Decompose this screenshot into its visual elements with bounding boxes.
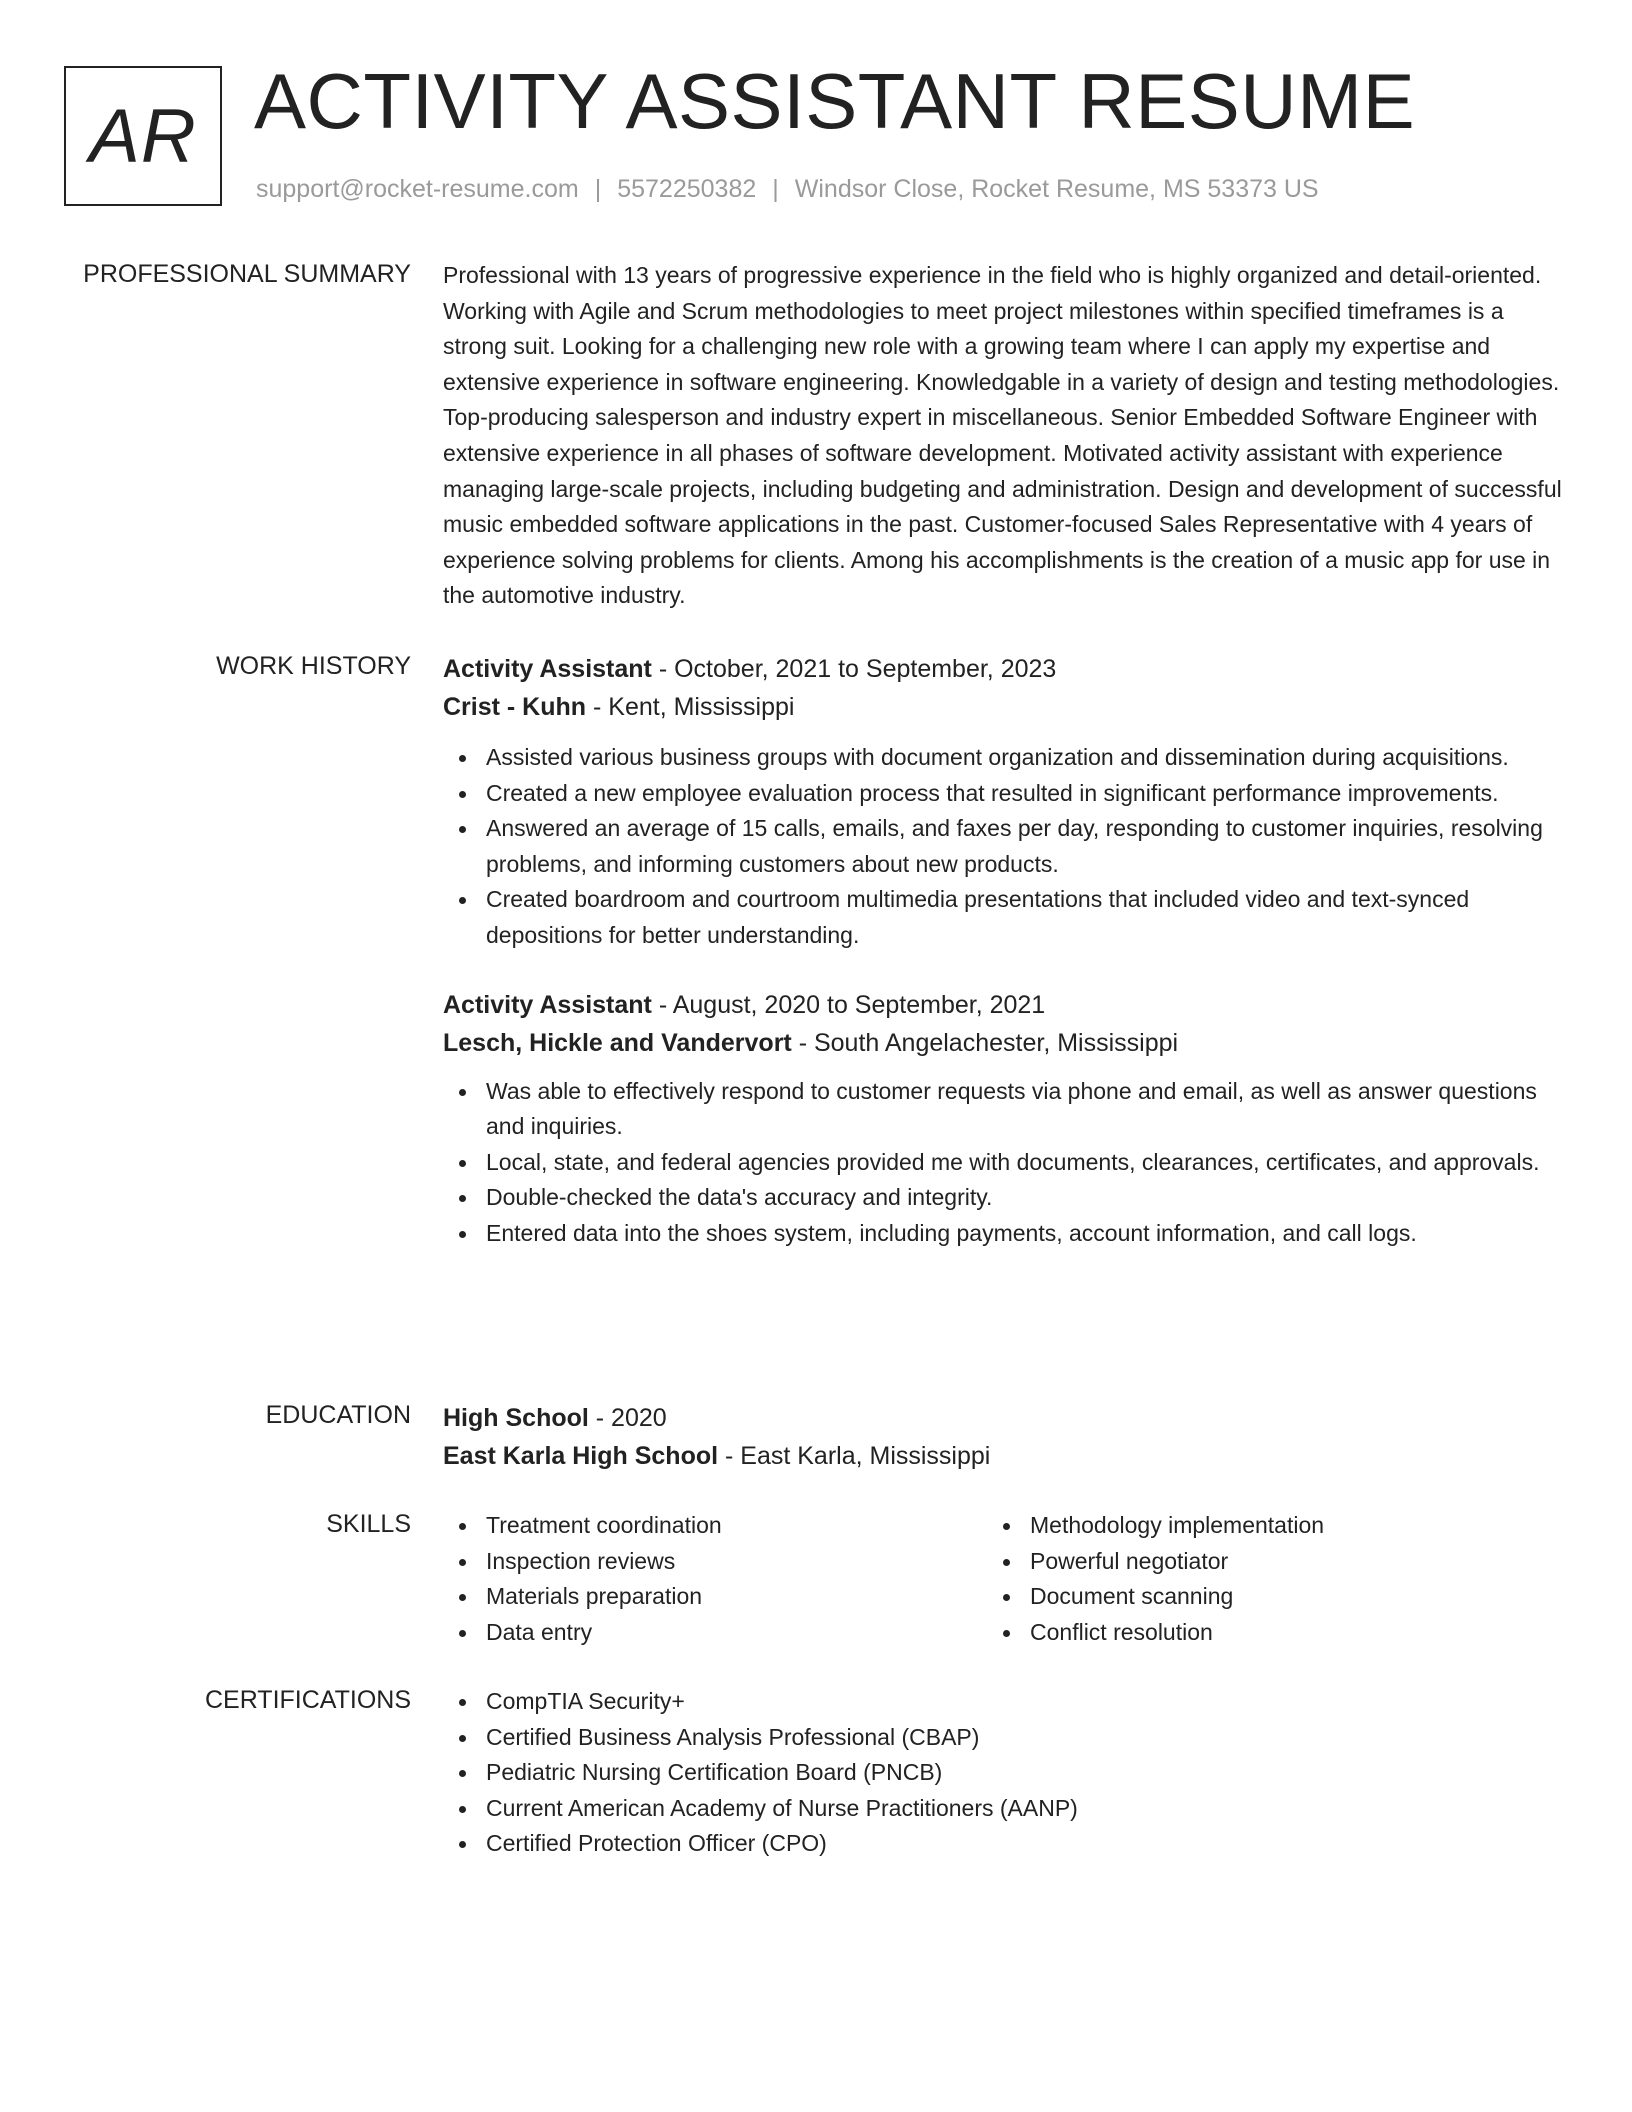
- education-degree-line: [443, 1399, 1563, 1437]
- education-year: - 2020: [588, 1404, 667, 1432]
- skill-item: Data entry: [443, 1615, 987, 1651]
- job-bullets: [443, 740, 1563, 954]
- monogram-initials: AR: [89, 93, 197, 179]
- skills-column-left: [443, 1508, 987, 1650]
- skill-item: Conflict resolution: [987, 1615, 1531, 1651]
- job-bullet: Entered data into the shoes system, including payments, account information, and call logs.: [443, 1216, 1563, 1252]
- job-bullet: Local, state, and federal agencies provided me with documents, clearances, certificates, and approvals.: [443, 1145, 1563, 1181]
- job-title-line: [443, 650, 1563, 688]
- certification-item: Certified Protection Officer (CPO): [443, 1826, 1563, 1862]
- skills-heading: SKILLS: [326, 1510, 411, 1538]
- contact-phone[interactable]: 5572250382: [617, 175, 757, 203]
- job-company-line: [443, 688, 1563, 726]
- resume-title: ACTIVITY ASSISTANT RESUME: [254, 57, 1416, 145]
- contact-address: Windsor Close, Rocket Resume, MS 53373 US: [794, 175, 1319, 203]
- job-title-line: [443, 986, 1563, 1024]
- job-company: Lesch, Hickle and Vandervort: [443, 1028, 792, 1057]
- skills-grid: [443, 1508, 1563, 1650]
- skill-item: Powerful negotiator: [987, 1544, 1531, 1580]
- job-title: Activity Assistant: [443, 655, 652, 683]
- education-school-line: [443, 1437, 1563, 1475]
- job-dates: - August, 2020 to September, 2021: [651, 990, 1046, 1019]
- skill-item: Methodology implementation: [987, 1508, 1531, 1544]
- job-company: Crist - Kuhn: [443, 693, 587, 721]
- job-bullet: Was able to effectively respond to customer requests via phone and email, as well as answer questions and inquiries.: [443, 1074, 1563, 1145]
- job-location: - South Angelachester, Mississippi: [791, 1028, 1179, 1057]
- certifications-heading: CERTIFICATIONS: [204, 1686, 411, 1714]
- certifications-list: [443, 1684, 1563, 1862]
- certification-item: Pediatric Nursing Certification Board (PNCB): [443, 1755, 1563, 1791]
- education-location: - East Karla, Mississippi: [718, 1442, 991, 1470]
- job-bullet: Double-checked the data's accuracy and integrity.: [443, 1180, 1563, 1216]
- certification-item: Current American Academy of Nurse Practitioners (AANP): [443, 1791, 1563, 1827]
- certification-item: CompTIA Security+: [443, 1684, 1563, 1720]
- job-entry: [443, 650, 1563, 954]
- job-title: Activity Assistant: [443, 990, 652, 1019]
- skill-item: Materials preparation: [443, 1579, 987, 1615]
- summary-heading: PROFESSIONAL SUMMARY: [83, 260, 411, 288]
- contact-separator: |: [594, 175, 602, 203]
- job-bullet: Created a new employee evaluation process that resulted in significant performance improvements.: [443, 776, 1563, 812]
- education-heading: EDUCATION: [265, 1401, 411, 1429]
- skill-item: Document scanning: [987, 1579, 1531, 1615]
- job-entry: [443, 986, 1563, 1252]
- contact-line: [256, 174, 1319, 204]
- job-bullets: [443, 1074, 1563, 1252]
- contact-separator: |: [772, 175, 779, 203]
- skill-item: Treatment coordination: [443, 1508, 987, 1544]
- contact-email[interactable]: support@rocket-resume.com: [256, 175, 579, 203]
- certification-item: Certified Business Analysis Professional (CBAP): [443, 1720, 1563, 1756]
- education-degree: High School: [443, 1404, 589, 1432]
- work-history-heading: WORK HISTORY: [216, 652, 411, 680]
- job-location: - Kent, Mississippi: [586, 693, 795, 721]
- monogram-badge: [64, 66, 222, 206]
- job-company-line: [443, 1024, 1563, 1062]
- job-bullet: Created boardroom and courtroom multimedia presentations that included video and text-synced depositions for better understanding.: [443, 882, 1563, 953]
- job-bullet: Assisted various business groups with document organization and dissemination during acquisitions.: [443, 740, 1563, 776]
- job-bullet: Answered an average of 15 calls, emails, and faxes per day, responding to customer inquiries, resolving problems, and informing customers about new products.: [443, 811, 1563, 882]
- job-dates: - October, 2021 to September, 2023: [651, 655, 1057, 683]
- skill-item: Inspection reviews: [443, 1544, 987, 1580]
- skills-column-right: [987, 1508, 1531, 1650]
- summary-text: Professional with 13 years of progressive experience in the field who is highly organized and detail-oriented. Working with Agile and Scrum methodologies to meet project milestones within specified timeframes is a strong suit. Looking for a challenging new role with a growing team where I can apply my expertise and extensive experience in software engineering. Knowledgable in a variety of design and testing methodologies. Top-producing salesperson and industry expert in miscellaneous. Senior Embedded Software Engineer with extensive experience in all phases of software development. Motivated activity assistant with experience managing large-scale projects, including budgeting and administration. Design and development of successful music embedded software applications in the past. Customer-focused Sales Representative with 4 years of experience solving problems for clients. Among his accomplishments is the creation of a music app for use in the automotive industry.: [443, 262, 1562, 609]
- education-school: East Karla High School: [443, 1442, 719, 1470]
